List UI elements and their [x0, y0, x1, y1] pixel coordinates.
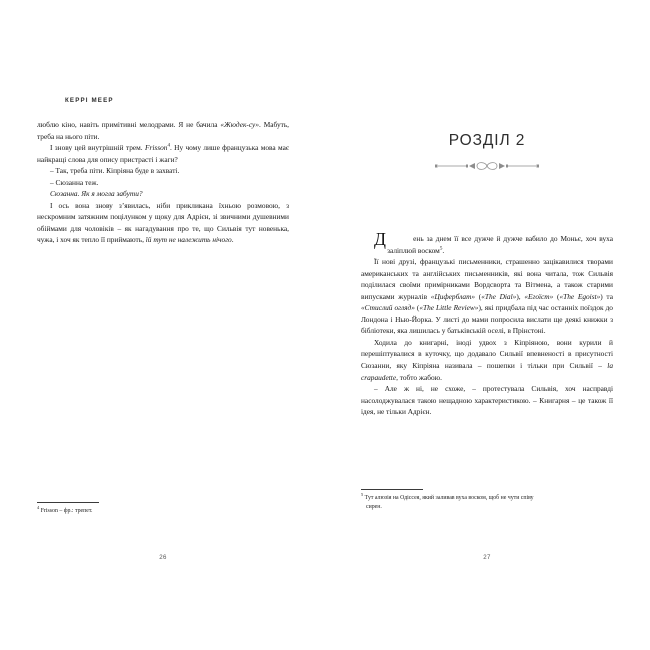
body-paragraph — [37, 119, 289, 142]
text-run: – Але ж ні, не схоже, – протестувала Сильвія, хоч насправді насолоджувалася такою нещадною характеристикою. – Книгарня – це також її ідея, не тільки Адрієн. — [361, 384, 613, 417]
text-run: Її нові друзі, французькі письменники, страшенно зацікавилися творами американських та англійських письменників, які вона читала, тож Сильвія поділилася своїми примірниками Вордсворта та Вітмена, а також старими випусками журналів — [361, 257, 613, 301]
verso-body-column — [37, 119, 289, 246]
text-run: люблю кіно, навіть примітивні мелодрами. Я не бачила — [37, 120, 221, 129]
text-run: ( — [414, 303, 420, 313]
chapter-title: РОЗДІЛ 2 — [448, 132, 526, 149]
verso-footnote-zone — [37, 502, 289, 516]
body-paragraph — [37, 200, 289, 246]
footnote-reference: 4 — [167, 142, 170, 149]
text-run: . — [442, 245, 445, 255]
recto-body-column — [361, 229, 613, 418]
italic-run: «Жюдек-су» — [220, 120, 259, 129]
italic-run: la crapaudette — [361, 361, 613, 382]
italic-run: «Егоїст» — [524, 291, 554, 301]
footnote-reference: 5 — [439, 245, 443, 252]
body-paragraph — [37, 177, 289, 189]
page-number-verso: 26 — [159, 554, 167, 561]
body-paragraph — [361, 337, 613, 383]
text-run: І знову цей внутрішній трем. — [50, 143, 145, 153]
italic-run: «Стислий огляд» — [361, 303, 415, 313]
body-paragraph — [37, 165, 289, 177]
text-run: . Ну чому лише французька мова має найкращі слова для опису пристрасті і жаги? — [37, 143, 289, 164]
italic-run: Frisson — [144, 143, 168, 153]
recto-text-block — [361, 96, 613, 566]
text-run: ень за днем її все дужче й дужче вабило до Моньє, хоч вуха заліплюй воском — [387, 234, 613, 255]
page-number-recto: 27 — [483, 554, 491, 561]
footnote-marker: 5 — [361, 491, 364, 497]
text-run: І ось вона знову з’явилась, ніби прикликана їхньою розмовою, з нескромним затяжним поцілунком у щоку для Адрієн, зі звичними душевними обіймами для чоловіків – як нагадування про те, що Сильвія тут новенька, чужа, і хоч як тепло її приймають, — [37, 200, 289, 245]
text-run: ( — [553, 291, 560, 301]
italic-run: їй тут не належить нічого — [145, 235, 232, 245]
italic-run: «The Egoist» — [559, 291, 601, 301]
drop-cap: Д — [374, 229, 386, 249]
text-run: ), — [516, 291, 525, 301]
italic-run: «Циферблат» — [430, 291, 476, 301]
text-run: . — [231, 235, 234, 245]
footnote-marker: 4 — [37, 504, 40, 510]
italic-run: «The Dial» — [481, 291, 517, 301]
text-run: ) та — [600, 291, 613, 301]
text-run: – Так, треба піти. Кіпріяна буде в захваті. — [50, 166, 180, 176]
running-header: КЕРРІ МЕЕР — [65, 97, 114, 104]
verso-text-block — [37, 96, 289, 566]
footnote-continuation: сирен. — [366, 503, 382, 510]
chapter-opener — [361, 132, 613, 173]
body-paragraph — [361, 383, 613, 418]
page-recto — [325, 0, 650, 650]
footnote-text — [37, 504, 289, 516]
text-run: ), які придбала під час останніх поїздок до Лондона і Нью-Йорка. У листі до мами попросила вислати ще деякі книжки з бібліотеки, яка лишилась у батьківській оселі, в Прінстоні. — [361, 303, 613, 336]
text-run: – Сюзанна теж. — [50, 177, 99, 187]
text-run: ( — [475, 291, 482, 301]
text-run: , тобто жабою. — [396, 372, 442, 382]
text-run: . Мабуть, треба на нього піти. — [37, 120, 290, 141]
chapter-ornament-icon — [431, 159, 543, 173]
body-paragraph — [37, 142, 289, 165]
italic-run: Сюзанна. Як я могла забути? — [50, 189, 143, 199]
footnote-separator-rule — [361, 489, 423, 490]
text-run: Ходила до книгарні, іноді удвох з Кіпріяною, вони курили й перешіптувалися в куточку, що додавало Сильвії впевненості в присутності Сюзанни, яку Кіпріяна називала – пошепки і тільки при Сильвії – — [361, 337, 613, 371]
footnote-body: Тут алюзія на Одіссея, який заливав вуха воском, щоб не чути співу — [363, 494, 534, 501]
recto-footnote-zone — [361, 489, 613, 512]
footnote-text — [361, 491, 613, 512]
italic-run: «The Little Review» — [419, 303, 479, 313]
footnote-body: Frisson – фр.: трепет. — [39, 507, 93, 514]
body-paragraph — [361, 229, 613, 256]
body-paragraph — [37, 188, 289, 200]
footnote-separator-rule — [37, 502, 99, 503]
body-paragraph — [361, 256, 613, 337]
